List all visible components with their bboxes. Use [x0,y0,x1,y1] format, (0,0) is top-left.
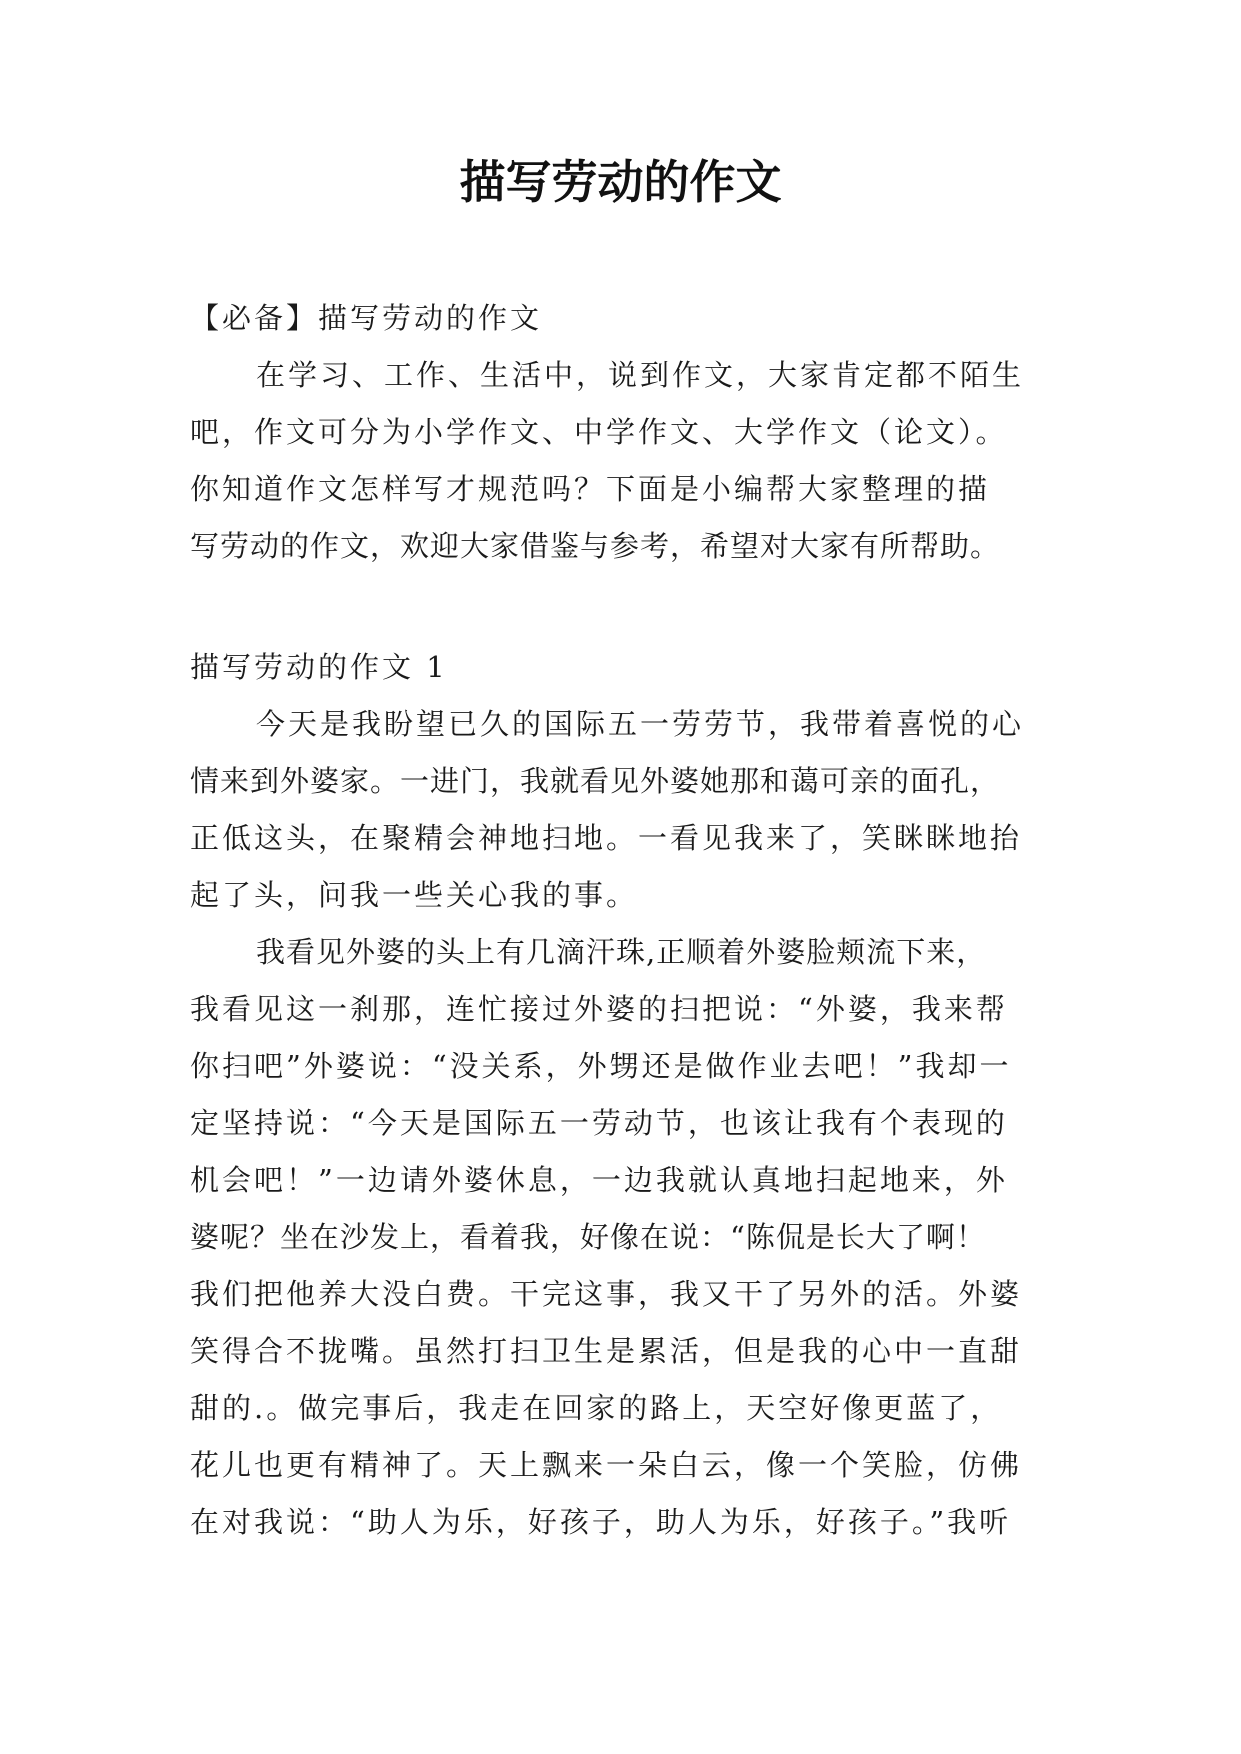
intro-paragraph [190,347,1050,575]
paragraph-line: 情来到外婆家。一进门，我就看见外婆她那和蔼可亲的面孔， [190,764,1001,798]
paragraph-line: 正低这头，在聚精会神地扫地。一看见我来了，笑眯眯地抬 [190,821,1023,855]
intro-line: 写劳动的作文，欢迎大家借鉴与参考，希望对大家有所帮助。 [190,529,1001,563]
intro-line: 吧，作文可分为小学作文、中学作文、大学作文（论文）。 [190,415,1008,449]
section-heading: 描写劳动的作文 1 [190,650,448,684]
paragraph-line: 定坚持说：“今天是国际五一劳动节，也该让我有个表现的 [190,1106,1008,1140]
document-title: 描写劳动的作文 [459,155,782,209]
paragraph-1 [190,696,1050,924]
paragraph-line: 在对我说：“助人为乐，好孩子，助人为乐，好孩子。”我听 [190,1505,1012,1539]
intro-line: 你知道作文怎样写才规范吗？下面是小编帮大家整理的描 [190,472,991,506]
paragraph-2 [190,924,1050,1551]
paragraph-line: 花儿也更有精神了。天上飘来一朵白云，像一个笑脸，仿佛 [190,1448,1023,1482]
paragraph-line: 甜的.。做完事后，我走在回家的路上，天空好像更蓝了， [190,1391,1003,1425]
paragraph-line: 今天是我盼望已久的国际五一劳劳节，我带着喜悦的心 [256,707,1025,741]
paragraph-line: 你扫吧”外婆说：“没关系，外甥还是做作业去吧！”我却一 [190,1049,1012,1083]
section-spacer [190,575,1050,639]
paragraph-line: 起了头，问我一些关心我的事。 [190,878,639,912]
paragraph-line: 我看见这一刹那，连忙接过外婆的扫把说：“外婆，我来帮 [190,992,1008,1026]
paragraph-line: 笑得合不拢嘴。虽然打扫卫生是累活，但是我的心中一直甜 [190,1334,1023,1368]
intro-line: 在学习、工作、生活中，说到作文，大家肯定都不陌生 [256,358,1025,392]
paragraph-line: 我看见外婆的头上有几滴汗珠,正顺着外婆脸颊流下来， [256,935,987,969]
paragraph-line: 我们把他养大没白费。干完这事，我又干了另外的活。外婆 [190,1277,1023,1311]
document-body [190,290,1050,1551]
paragraph-line: 婆呢？坐在沙发上，看着我，好像在说：“陈侃是长大了啊！ [190,1220,986,1254]
document-subtitle: 【必备】描写劳动的作文 [190,301,543,335]
paragraph-line: 机会吧！”一边请外婆休息，一边我就认真地扫起地来，外 [190,1163,1008,1197]
